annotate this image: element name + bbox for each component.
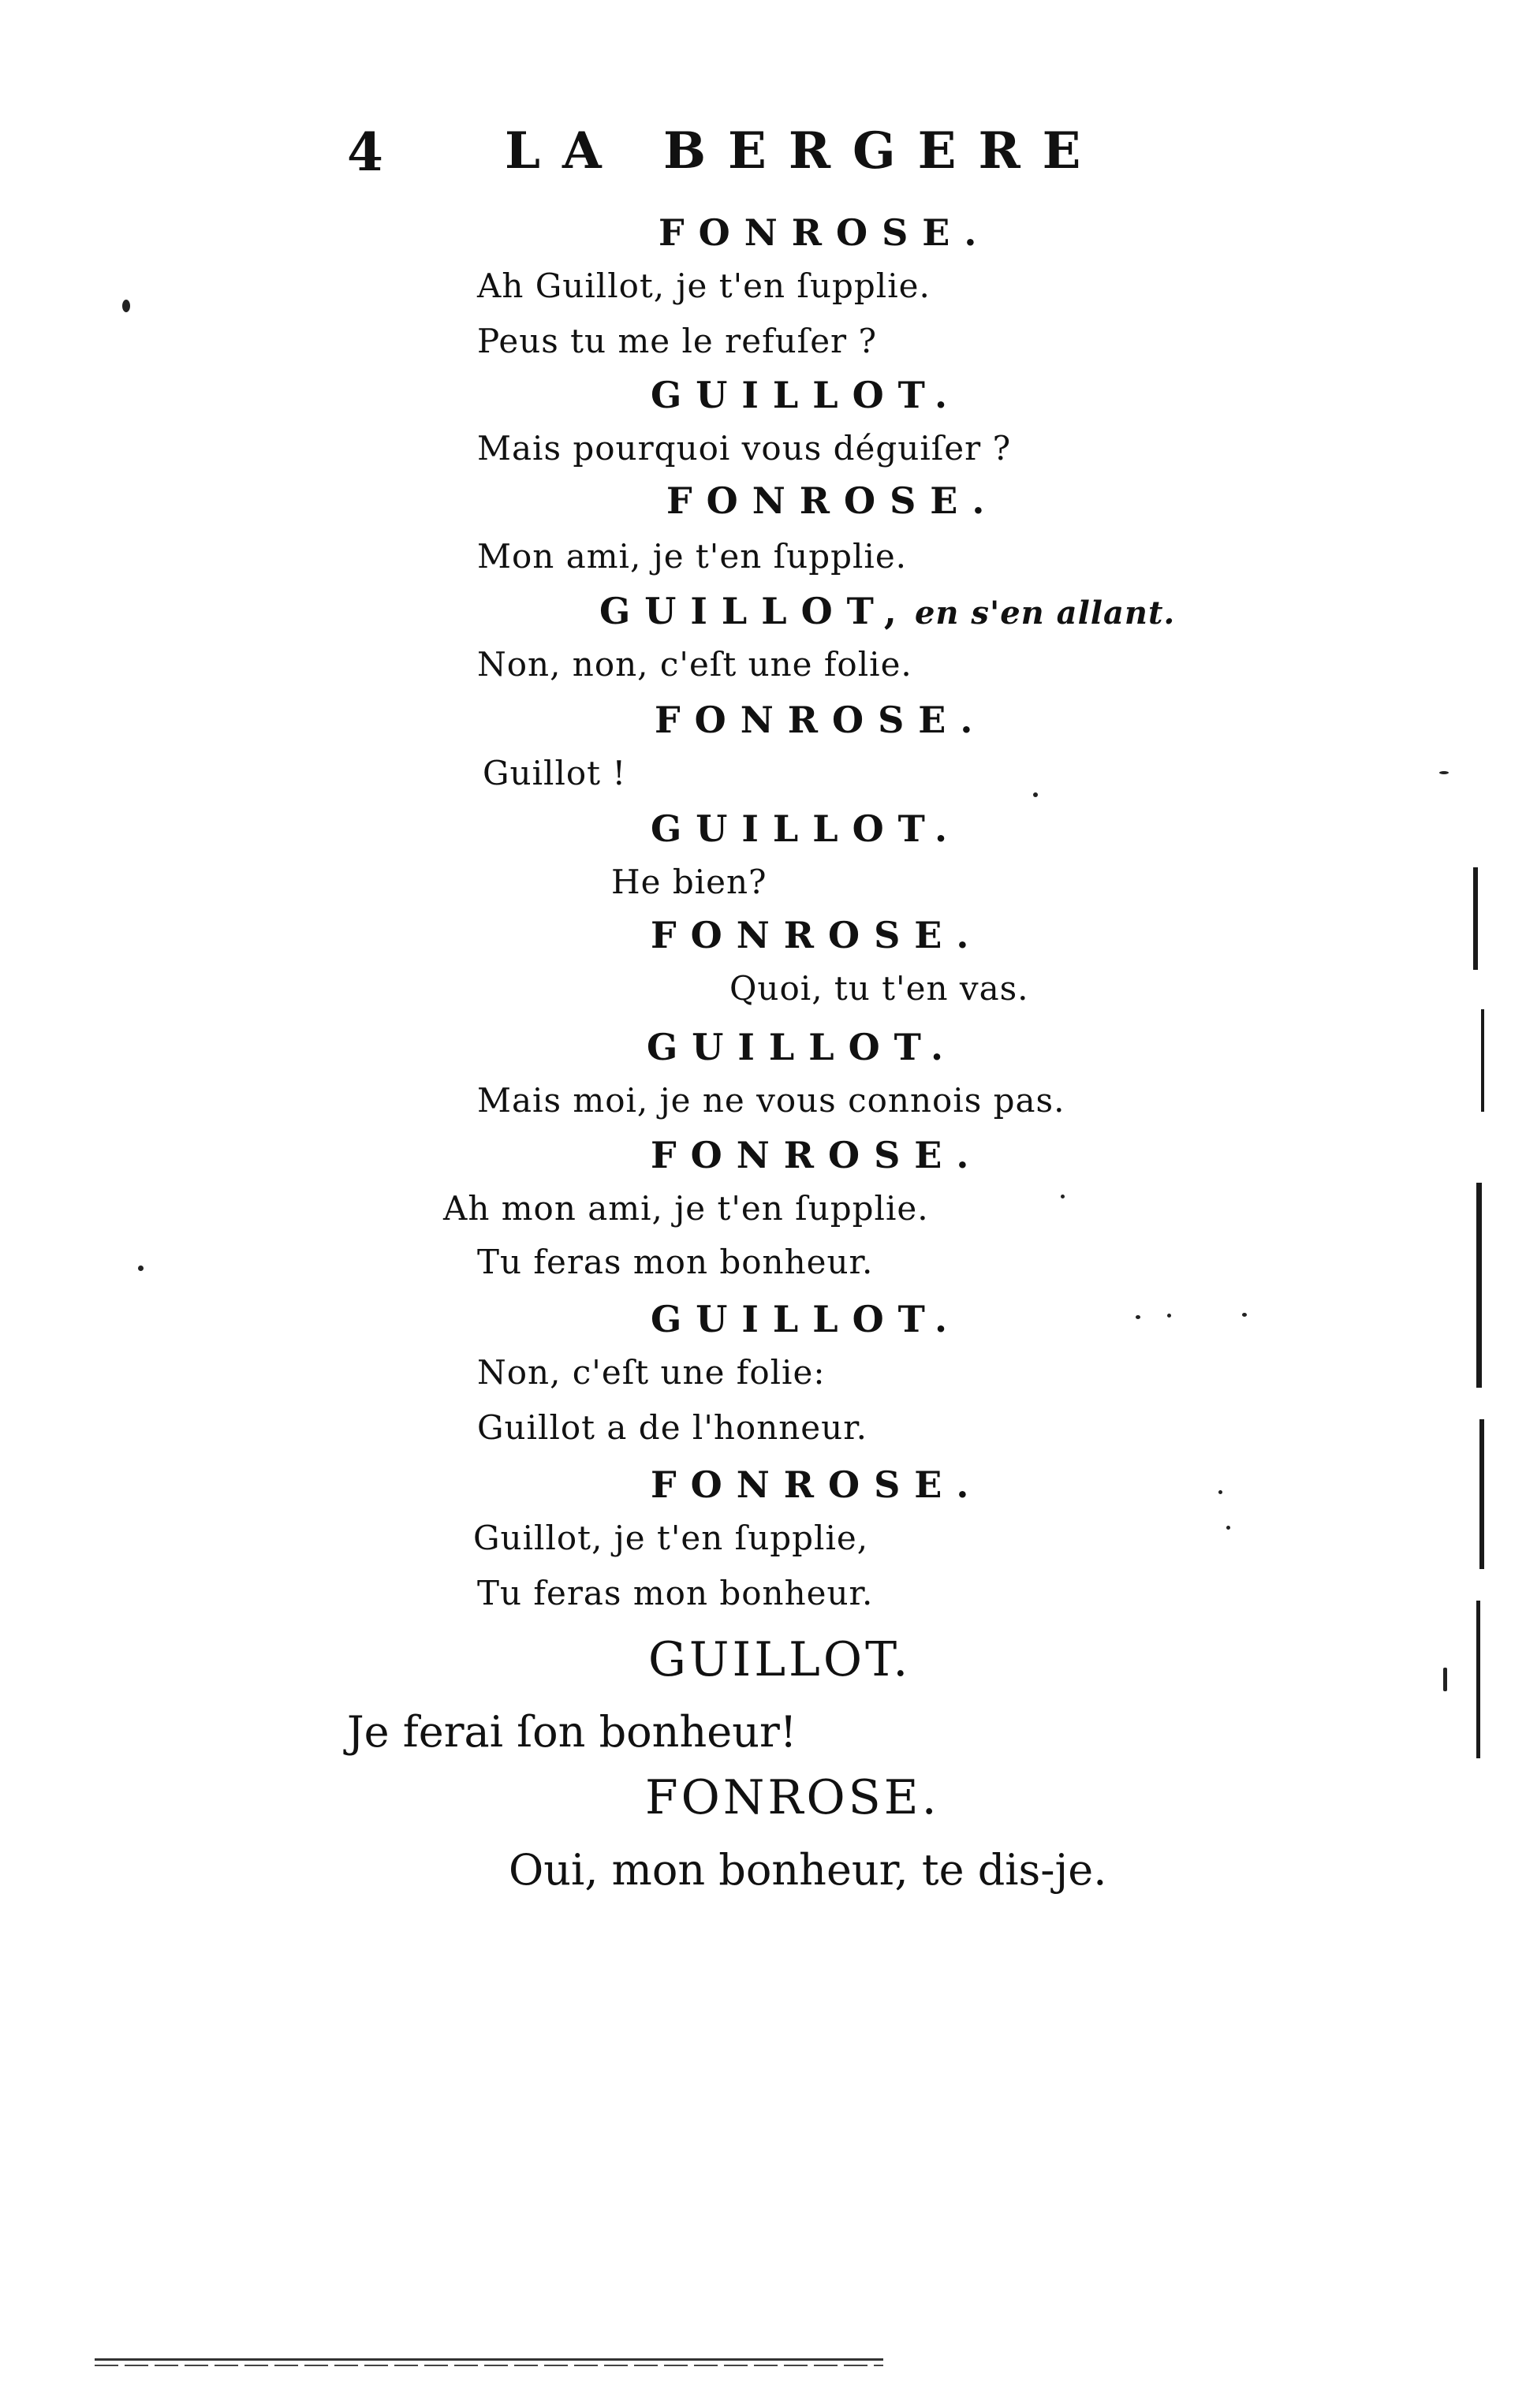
verse-line: Mon ami, je t'en ſupplie.: [477, 537, 908, 576]
edge-shadow: [1481, 1009, 1484, 1112]
ink-speck: [1242, 1313, 1247, 1317]
ink-speck: [1167, 1314, 1171, 1318]
verse-line: Je ferai ſon bonheur!: [347, 1707, 797, 1757]
edge-shadow: [1476, 1601, 1480, 1758]
bottom-rule: [95, 2358, 883, 2361]
verse-line: Guillot !: [483, 754, 627, 792]
verse-line: Guillot a de l'honneur.: [477, 1408, 868, 1447]
verse-line: Mais pourquoi vous déguiſer ?: [477, 429, 1012, 468]
speaker-label: FONROSE.: [645, 1770, 940, 1825]
ink-speck: [122, 300, 130, 312]
verse-line: Quoi, tu t'en vas.: [729, 969, 1029, 1008]
speaker-label: FONROSE.: [651, 1463, 983, 1506]
speaker-label: FONROSE.: [659, 211, 991, 254]
edge-shadow: [1473, 867, 1478, 970]
speaker-label: FONROSE.: [651, 1134, 983, 1176]
verse-line: Ah Guillot, je t'en ſupplie.: [477, 267, 931, 305]
verse-line: Ah mon ami, je t'en ſupplie.: [443, 1189, 929, 1228]
ink-speck: [1061, 1195, 1065, 1198]
verse-line: Oui, mon bonheur, te dis-je.: [509, 1845, 1107, 1895]
speaker-label: GUILLOT.: [647, 1026, 957, 1068]
ink-speck: [1439, 771, 1449, 774]
speaker-label: GUILLOT.: [651, 807, 961, 850]
running-title: LA BERGERE: [505, 121, 1103, 181]
verse-line: Tu feras mon bonheur.: [477, 1243, 874, 1281]
verse-line: He bien?: [611, 863, 767, 901]
speaker-label: GUILLOT.: [648, 1632, 912, 1687]
verse-line: Non, non, c'eſt une folie.: [477, 645, 912, 684]
ink-speck: [1136, 1315, 1140, 1319]
speaker-label: GUILLOT.: [651, 374, 961, 416]
verse-line: Mais moi, je ne vous connois pas.: [477, 1081, 1065, 1120]
speaker-label: GUILLOT.: [651, 1298, 961, 1340]
speaker-label: FONROSE.: [655, 699, 987, 741]
stage-direction: en s'en allant.: [914, 595, 1176, 632]
ink-speck: [1226, 1526, 1230, 1530]
edge-shadow: [1479, 1419, 1484, 1569]
verse-line: Peus tu me le refuſer ?: [477, 322, 878, 360]
verse-line: Guillot, je t'en ſupplie,: [473, 1519, 869, 1557]
speaker-label: FONROSE.: [651, 914, 983, 956]
bottom-rule: [95, 2365, 883, 2366]
ink-speck: [1443, 1668, 1447, 1691]
ink-speck: [1033, 792, 1038, 797]
ink-speck: [1218, 1490, 1222, 1494]
speaker-label: FONROSE.: [666, 479, 999, 522]
speaker-with-direction: [599, 590, 1176, 632]
ink-speck: [138, 1266, 144, 1271]
page-number: 4: [347, 121, 383, 183]
verse-line: Tu feras mon bonheur.: [477, 1574, 874, 1612]
edge-shadow: [1476, 1183, 1482, 1388]
speaker-label: GUILLOT,: [599, 590, 911, 632]
verse-line: Non, c'eſt une folie:: [477, 1353, 826, 1392]
